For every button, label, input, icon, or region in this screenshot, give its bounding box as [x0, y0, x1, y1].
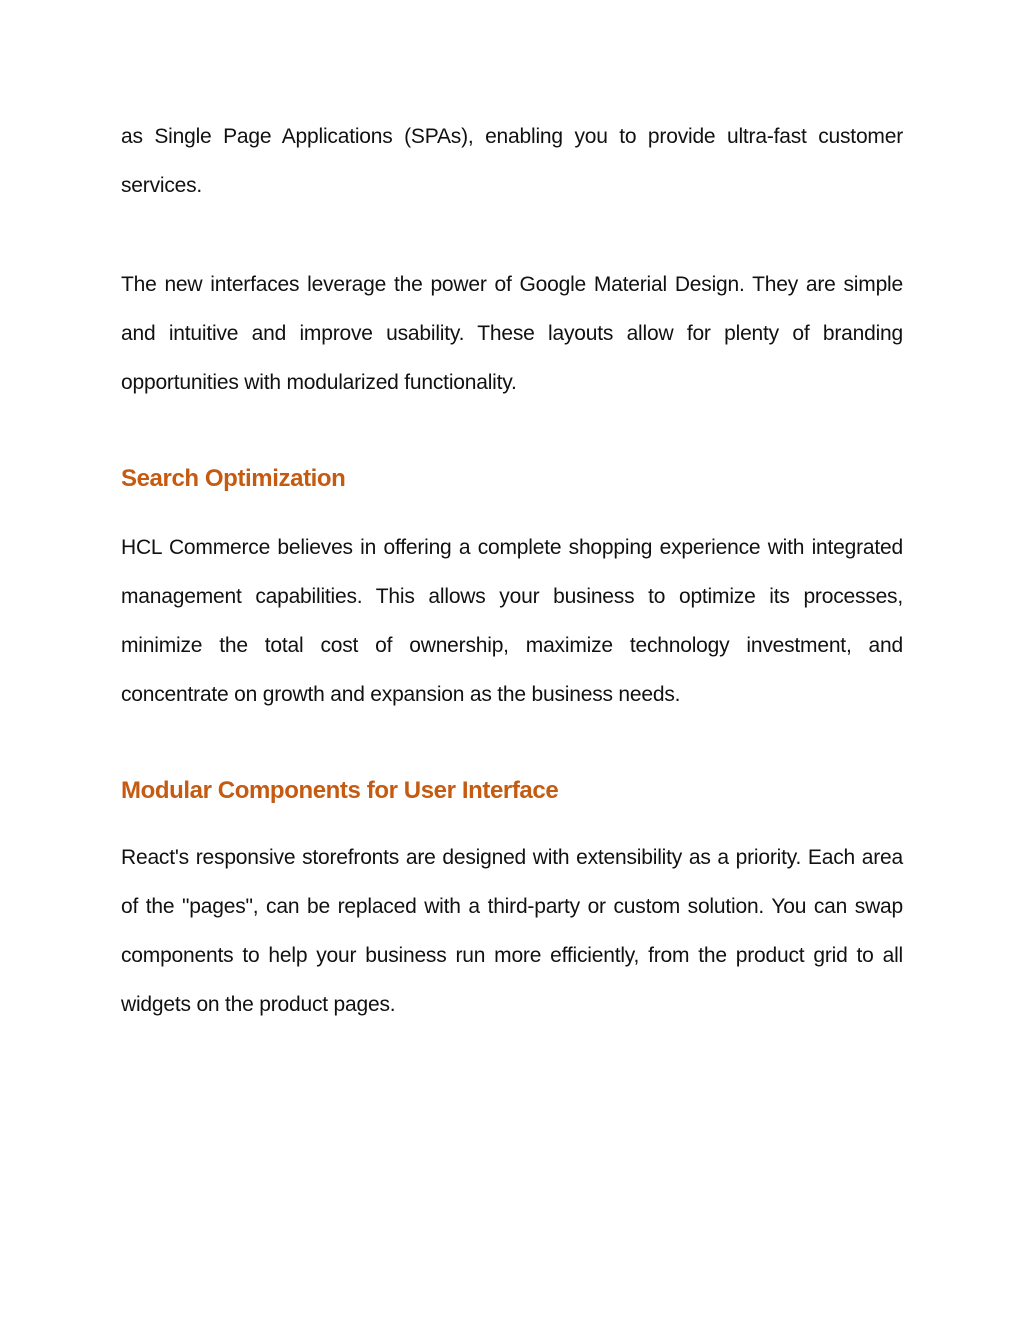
paragraph-material-design: The new interfaces leverage the power of Google Material Design. They are simple and intuitive and improve usability. These layouts allow for plenty of branding opportunities with modularized functionality.	[121, 273, 903, 394]
document-page	[121, 112, 903, 1029]
heading-modular-components: Modular Components for User Interface	[121, 777, 559, 804]
heading-search-optimization: Search Optimization	[121, 465, 346, 492]
paragraph-intro-continuation: as Single Page Applications (SPAs), enabling you to provide ultra-fast customer services.	[121, 125, 903, 197]
paragraph-modular-components: React's responsive storefronts are designed with extensibility as a priority. Each area of the "pages", can be replaced with a third-party or custom solution. You can swap components to help your business run more efficiently, from the product grid to all widgets on the product pages.	[121, 846, 903, 1016]
paragraph-search-optimization: HCL Commerce believes in offering a complete shopping experience with integrated management capabilities. This allows your business to optimize its processes, minimize the total cost of ownership, maximize technology investment, and concentrate on growth and expansion as the business needs.	[121, 536, 903, 706]
